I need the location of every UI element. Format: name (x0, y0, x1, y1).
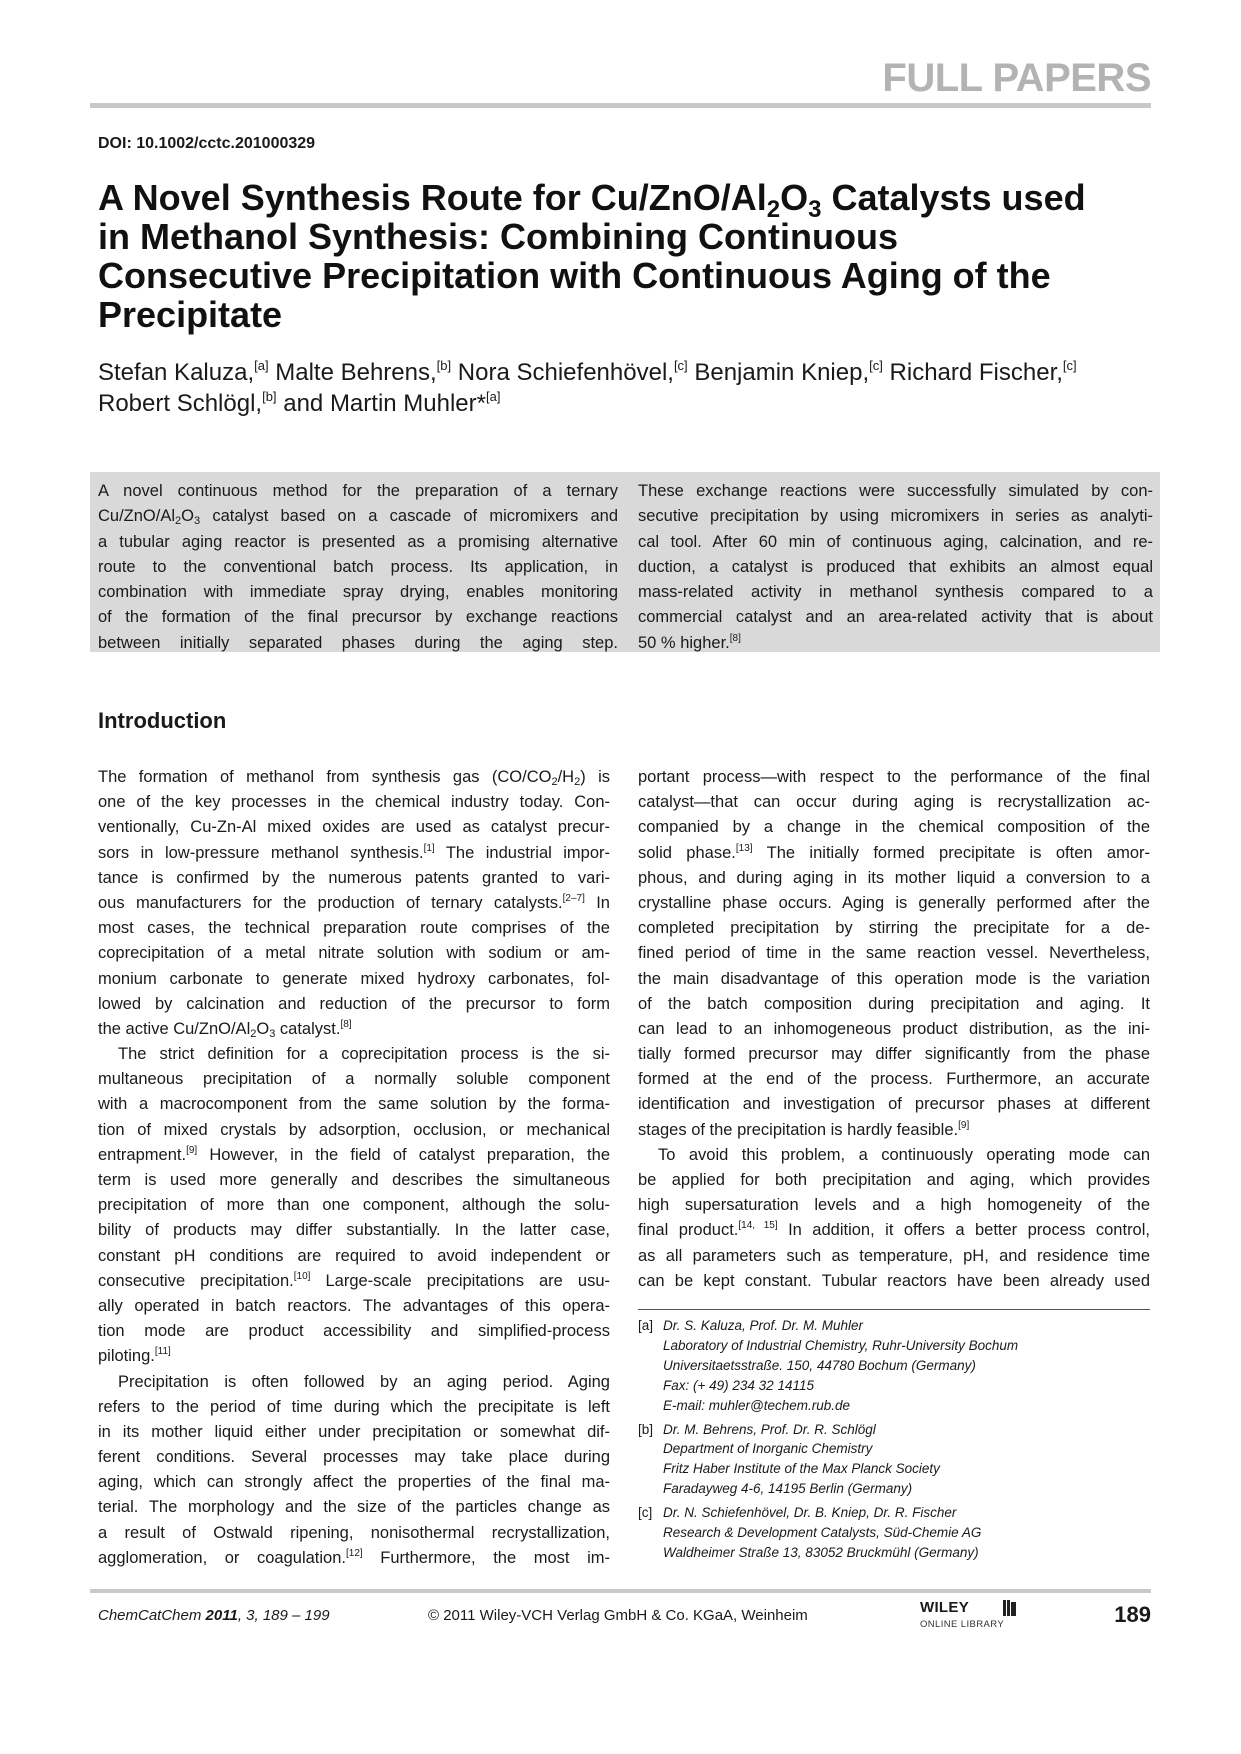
footnote-line: Dr. S. Kaluza, Prof. Dr. M. Muhler (663, 1318, 864, 1333)
logo-subtitle: ONLINE LIBRARY (920, 1619, 1005, 1630)
text-line: crystalline phase occurs. Aging is generally performed after the (638, 893, 1150, 912)
text-line: bility of products may differ substantially. In the latter case, (98, 1221, 610, 1240)
footnote-line: Fax: (+ 49) 234 32 14115 (663, 1377, 814, 1393)
text-line: refers to the period of time during which the precipitate is left (98, 1397, 610, 1416)
text-line: catalyst—that can occur during aging is recrystallization ac- (638, 793, 1150, 812)
text-line: These exchange reactions were successfully simulated by con- (638, 482, 1153, 500)
text-line: ous manufacturers for the production of ternary catalysts.[2–7] In (98, 892, 610, 912)
text-line: The strict definition for a coprecipitation process is the si- (118, 1045, 610, 1064)
text-line: completed precipitation by stirring the precipitate for a de- (638, 919, 1150, 938)
abstract-left-column (98, 479, 618, 656)
text-line: precipitation of more than one component, although the solu- (98, 1196, 610, 1215)
section-heading-introduction: Introduction (98, 708, 227, 733)
citation-ref: [8] (729, 632, 741, 644)
text-line: piloting.[11] (98, 1346, 171, 1366)
journal-citation: ChemCatChem 2011, 3, 189 – 199 (98, 1607, 330, 1624)
text-line: high supersaturation levels and a high homogeneity of the (638, 1196, 1150, 1215)
text-line: in its mother liquid either under precipitation or somewhat dif- (98, 1422, 610, 1441)
text-line: constant pH conditions are required to avoid independent or (98, 1246, 610, 1265)
footnote-line: Fritz Haber Institute of the Max Planck Society (663, 1461, 940, 1477)
affiliation-marker: [a] (486, 389, 501, 404)
author-name: Robert Schlögl, (98, 390, 263, 417)
text-line: portant process—with respect to the performance of the final (638, 768, 1150, 786)
citation-ref: [9] (958, 1119, 970, 1131)
text-line: as all parameters such as temperature, pH, and residence time (638, 1246, 1150, 1265)
text-line: of the formation of the final precursor by exchange reactions (98, 608, 618, 627)
text-line: the main disadvantage of this operation mode is the variation (638, 969, 1150, 988)
text-line: The formation of methanol from synthesis gas $(CO/CO_2/H_2)$ is (98, 768, 610, 788)
text-line: can be kept constant. Tubular reactors have been already used (638, 1271, 1150, 1290)
affiliation-marker: [c] (869, 358, 883, 373)
footnote-c (638, 1503, 1158, 1563)
affiliation-marker: [b] (436, 358, 452, 373)
text-line: aging, which can strongly affect the properties of the final ma- (98, 1473, 610, 1492)
affiliation-marker: [a] (254, 358, 269, 373)
text-line: To avoid this problem, a continuously operating mode can (658, 1145, 1150, 1164)
body-left-column (98, 765, 610, 1571)
text-line: duction, a catalyst is produced that exhibits an almost equal (638, 557, 1153, 576)
text-line: sors in low-pressure methanol synthesis.[1] The industrial impor- (98, 842, 610, 862)
text-line: between initially separated phases during the aging step. (98, 633, 618, 652)
text-line: $Cu/ZnO/Al_2O_3$ catalyst based on a cascade of micromixers and (98, 507, 618, 528)
author-name: and Martin Muhler* (276, 390, 486, 417)
title-line-2: in Methanol Synthesis: Combining Continuous (98, 216, 898, 257)
footnote-line: Department of Inorganic Chemistry (663, 1441, 873, 1457)
body-right-column (638, 765, 1150, 1294)
title-line-3: Consecutive Precipitation with Continuous Aging of the (98, 255, 1051, 296)
text-line: mass-related activity in methanol synthesis compared to a (638, 583, 1153, 602)
citation-ref: [14, 15] (738, 1220, 778, 1232)
text-line: stages of the precipitation is hardly feasible.[9] (638, 1119, 970, 1139)
title-line-4: Precipitate (98, 294, 283, 335)
text-line: entrapment.[9] However, in the field of catalyst preparation, the (98, 1144, 610, 1164)
text-line: ally operated in batch reactors. The advantages of this opera- (98, 1296, 610, 1315)
text-line: combination with immediate spray drying, enables monitoring (98, 583, 618, 602)
text-line: the active $Cu/ZnO/Al_2O_3$ catalyst.[8] (98, 1018, 352, 1040)
paper-title (98, 178, 1158, 334)
author-line-2 (98, 388, 1077, 419)
text-line: ventionally, Cu-Zn-Al mixed oxides are used as catalyst precur- (98, 818, 610, 837)
affiliation-marker: [b] (262, 389, 277, 404)
citation-ref: [9] (186, 1144, 198, 1156)
affiliation-marker: [c] (1062, 358, 1077, 373)
text-line: a result of Ostwald ripening, nonisothermal recrystallization, (98, 1523, 610, 1542)
text-line: coprecipitation of a metal nitrate solution with sodium or am- (98, 944, 610, 963)
text-line: consecutive precipitation.[10] Large-scale precipitations are usu- (98, 1270, 610, 1290)
text-line: route to the conventional batch process. Its application, in (98, 557, 618, 576)
footnote-tag: [a] (638, 1318, 654, 1333)
text-line: secutive precipitation by using micromixers in series as analyti- (638, 507, 1153, 526)
wiley-online-library-logo[interactable] (920, 1599, 1020, 1633)
text-line: 50 % higher.[8] (638, 632, 741, 652)
text-line: agglomeration, or coagulation.[12] Furthermore, the most im- (98, 1547, 611, 1567)
title-line-1: A Novel Synthesis Route for $Cu/ZnO/Al_2O_3$ Catalysts used (98, 177, 1086, 223)
abstract-right-column (638, 479, 1153, 656)
citation-ref: [1] (423, 842, 435, 854)
text-line: fined period of time in the same reaction vessel. Nevertheless, (638, 944, 1150, 963)
author-name: Malte Behrens, (268, 359, 437, 386)
footnote-line: Laboratory of Industrial Chemistry, Ruhr-University Bochum (663, 1337, 1019, 1353)
citation-ref: [12] (346, 1547, 363, 1559)
text-line: terial. The morphology and the size of the particles change as (98, 1498, 610, 1517)
book-icon (1003, 1600, 1017, 1616)
page-number: 189 (1114, 1602, 1151, 1627)
citation-ref: [11] (154, 1346, 171, 1358)
footnote-rule (638, 1309, 1150, 1310)
text-line: one of the key processes in the chemical industry today. Con- (98, 793, 610, 812)
text-line: phous, and during aging in its mother liquid a conversion to a (638, 868, 1150, 887)
citation-ref: [8] (340, 1018, 352, 1030)
affiliation-marker: [c] (673, 358, 688, 373)
text-line: with a macrocomponent from the same solution by the forma- (98, 1095, 610, 1114)
author-name: Stefan Kaluza, (98, 359, 255, 386)
author-name: Benjamin Kniep, (687, 359, 870, 386)
footnote-tag: [b] (638, 1421, 654, 1437)
author-name: Richard Fischer, (882, 359, 1063, 386)
citation-ref: [10] (293, 1270, 311, 1282)
footnote-tag: [c] (638, 1505, 653, 1521)
citation-ref: [13] (735, 842, 753, 854)
text-line: be applied for both precipitation and aging, which provides (638, 1171, 1150, 1189)
affiliation-footnotes (638, 1316, 1158, 1567)
logo-wordmark: WILEY (920, 1599, 969, 1616)
author-name: Nora Schiefenhövel, (451, 359, 674, 386)
footnote-line: Research & Development Catalysts, Süd-Chemie AG (663, 1525, 982, 1541)
text-line: solid phase.[13] The initially formed precipitate is often amor- (638, 842, 1151, 862)
footnote-a (638, 1316, 1158, 1416)
text-line: tance is confirmed by the numerous patents granted to vari- (98, 868, 610, 887)
author-list (98, 357, 1077, 419)
text-line: monium carbonate to generate mixed hydroxy carbonates, fol- (98, 969, 610, 988)
text-line: multaneous precipitation of a normally soluble component (98, 1070, 610, 1089)
text-line: tially formed precursor may differ significantly from the phase (638, 1045, 1150, 1064)
text-line: companied by a change in the chemical composition of the (638, 818, 1150, 837)
text-line: lowed by calcination and reduction of the precursor to form (98, 994, 610, 1013)
header-rule (90, 103, 1151, 108)
text-line: term is used more generally and describes the simultaneous (98, 1171, 610, 1189)
text-line: tion mode are product accessibility and simplified-process (98, 1322, 610, 1341)
text-line: can lead to an inhomogeneous product distribution, as the ini- (638, 1019, 1150, 1038)
text-line: A novel continuous method for the preparation of a ternary (98, 482, 618, 500)
text-line: commercial catalyst and an area-related activity that is about (638, 608, 1153, 627)
text-line: tion of mixed crystals by adsorption, occlusion, or mechanical (98, 1120, 610, 1139)
text-line: ferent conditions. Several processes may take place during (98, 1448, 610, 1467)
text-line: Precipitation is often followed by an aging period. Aging (118, 1372, 610, 1391)
citation-ref: [2–7] (562, 892, 585, 904)
abstract-box (90, 472, 1160, 652)
email-link[interactable]: E-mail: muhler@techem.rub.de (663, 1397, 851, 1413)
footnote-line: Universitaetsstraße. 150, 44780 Bochum (Germany) (663, 1357, 976, 1373)
footnote-line: Dr. N. Schiefenhövel, Dr. B. Kniep, Dr. R. Fischer (663, 1505, 957, 1521)
text-line: a tubular aging reactor is presented as a promising alternative (98, 532, 618, 551)
copyright: © 2011 Wiley-VCH Verlag GmbH & Co. KGaA, Weinheim (428, 1607, 808, 1624)
footnote-b (638, 1420, 1158, 1500)
footer-rule (90, 1589, 1151, 1593)
footnote-line: Faradayweg 4-6, 14195 Berlin (Germany) (663, 1481, 913, 1497)
text-line: cal tool. After 60 min of continuous aging, calcination, and re- (638, 532, 1153, 551)
text-line: most cases, the technical preparation route comprises of the (98, 919, 610, 938)
section-label: FULL PAPERS (882, 56, 1151, 100)
footnote-line: Dr. M. Behrens, Prof. Dr. R. Schlögl (663, 1421, 876, 1437)
text-line: identification and investigation of precursor phases at different (638, 1095, 1150, 1114)
footnote-line: Waldheimer Straße 13, 83052 Bruckmühl (Germany) (663, 1544, 979, 1560)
doi[interactable]: DOI: 10.1002/cctc.201000329 (98, 135, 316, 152)
text-line: of the batch composition during precipitation and aging. It (638, 994, 1150, 1013)
text-line: formed at the end of the process. Furthermore, an accurate (638, 1070, 1150, 1089)
author-line-1 (98, 357, 1077, 388)
text-line: final product.[14, 15] In addition, it offers a better process control, (638, 1220, 1150, 1240)
